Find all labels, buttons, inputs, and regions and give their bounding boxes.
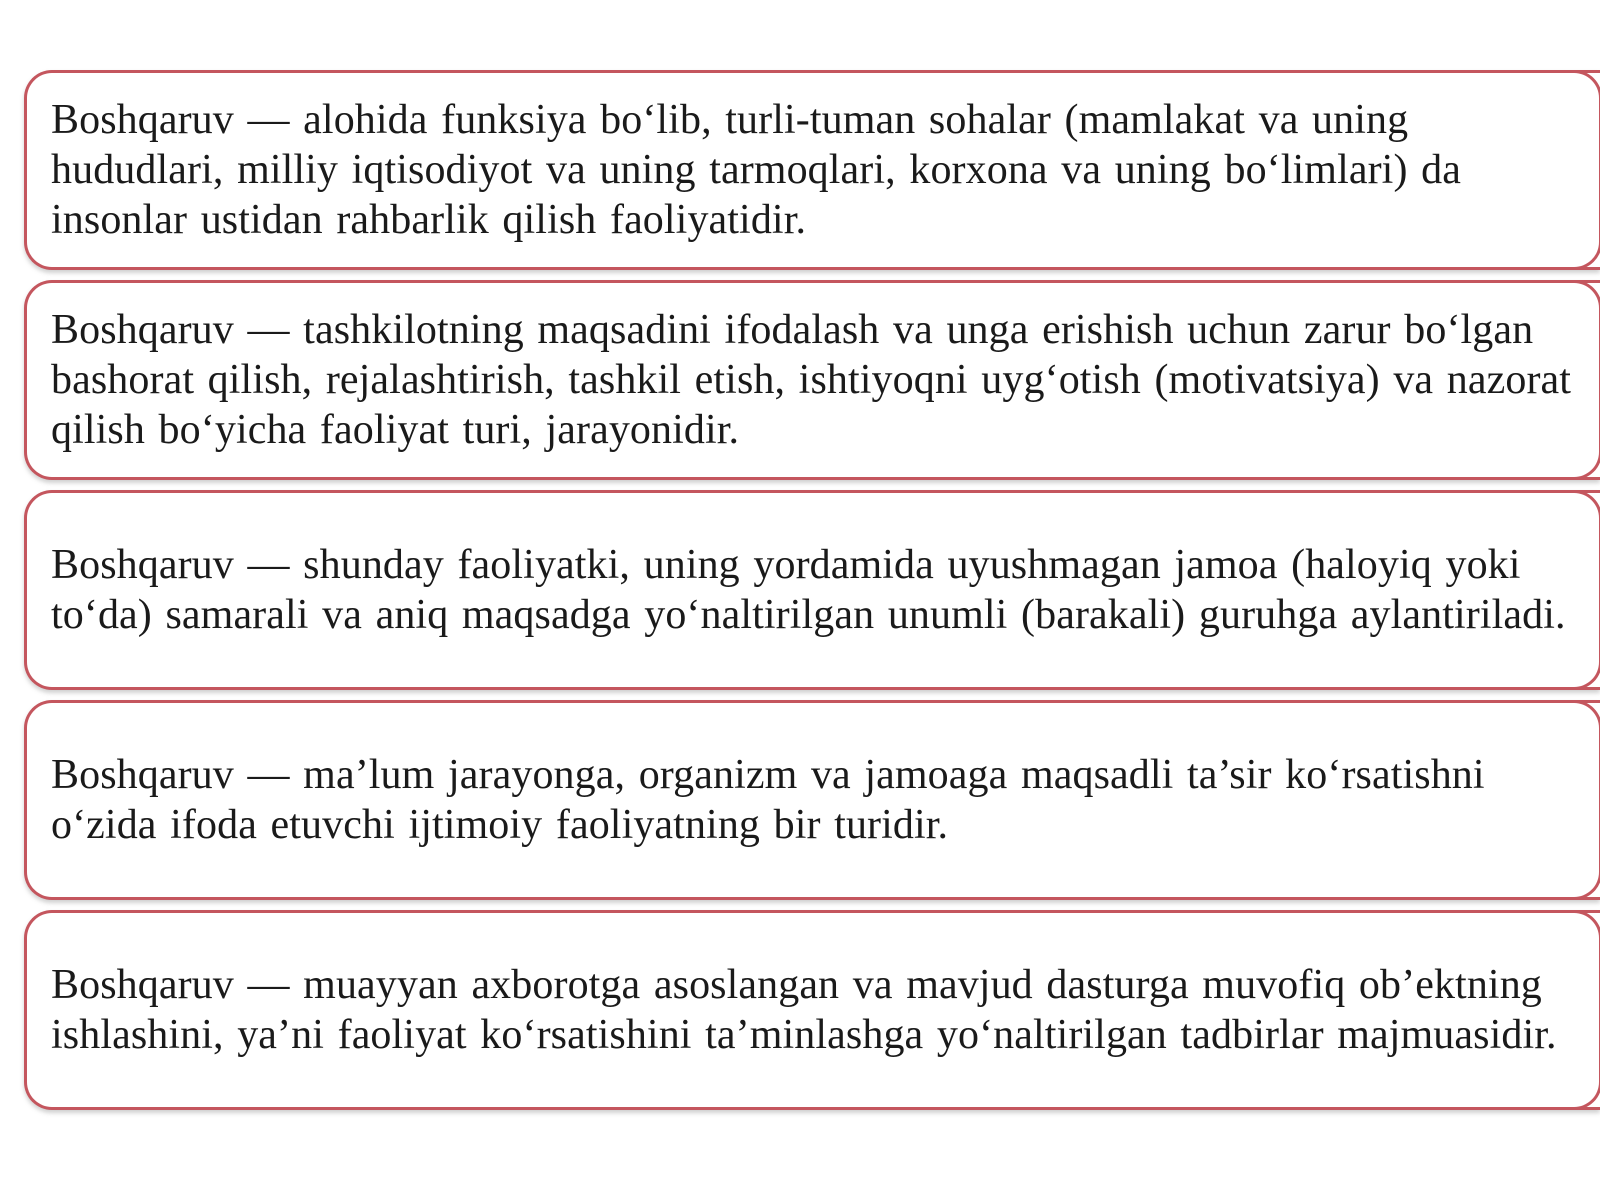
definition-box <box>24 910 1600 1110</box>
definition-text: Boshqaruv — alohida funksiya bo‘lib, turli-tuman sohalar (mamlakat va uning hududlari, milliy iqtisodiyot va uning tarmoqlari, korxona va uning bo‘limlari) da insonlar ustidan rahbarlik qilish faoliyatidir. <box>51 97 1461 243</box>
definition-box <box>24 700 1600 900</box>
box-border-right <box>1572 700 1600 900</box>
definition-text: Boshqaruv — muayyan axborotga asoslangan va mavjud dasturga muvofiq ob’ektning ishlashini, ya’ni faoliyat ko‘rsatishini ta’minlashga yo‘naltirilgan tadbirlar majmuasidir. <box>51 962 1557 1058</box>
definition-box <box>24 280 1600 480</box>
box-border-right <box>1572 70 1600 270</box>
definition-text: Boshqaruv — ma’lum jarayonga, organizm va jamoaga maqsadli ta’sir ko‘rsatishni o‘zida ifoda etuvchi ijtimoiy faoliyatning bir turidir. <box>51 752 1485 848</box>
box-border-right <box>1572 280 1600 480</box>
box-border-right <box>1572 490 1600 690</box>
definition-text: Boshqaruv — tashkilotning maqsadini ifodalash va unga erishish uchun zarur bo‘lgan bashorat qilish, rejalashtirish, tashkil etish, ishtiyoqni uyg‘otish (motivatsiya) va nazorat qilish bo‘yicha faoliyat turi, jarayonidir. <box>51 307 1572 453</box>
definition-box <box>24 490 1600 690</box>
box-border-right <box>1572 910 1600 1110</box>
definition-text: Boshqaruv — shunday faoliyatki, uning yordamida uyushmagan jamoa (haloyiq yoki to‘da) samarali va aniq maqsadga yo‘naltirilgan unumli (barakali) guruhga aylantiriladi. <box>51 542 1566 638</box>
definition-box <box>24 70 1600 270</box>
